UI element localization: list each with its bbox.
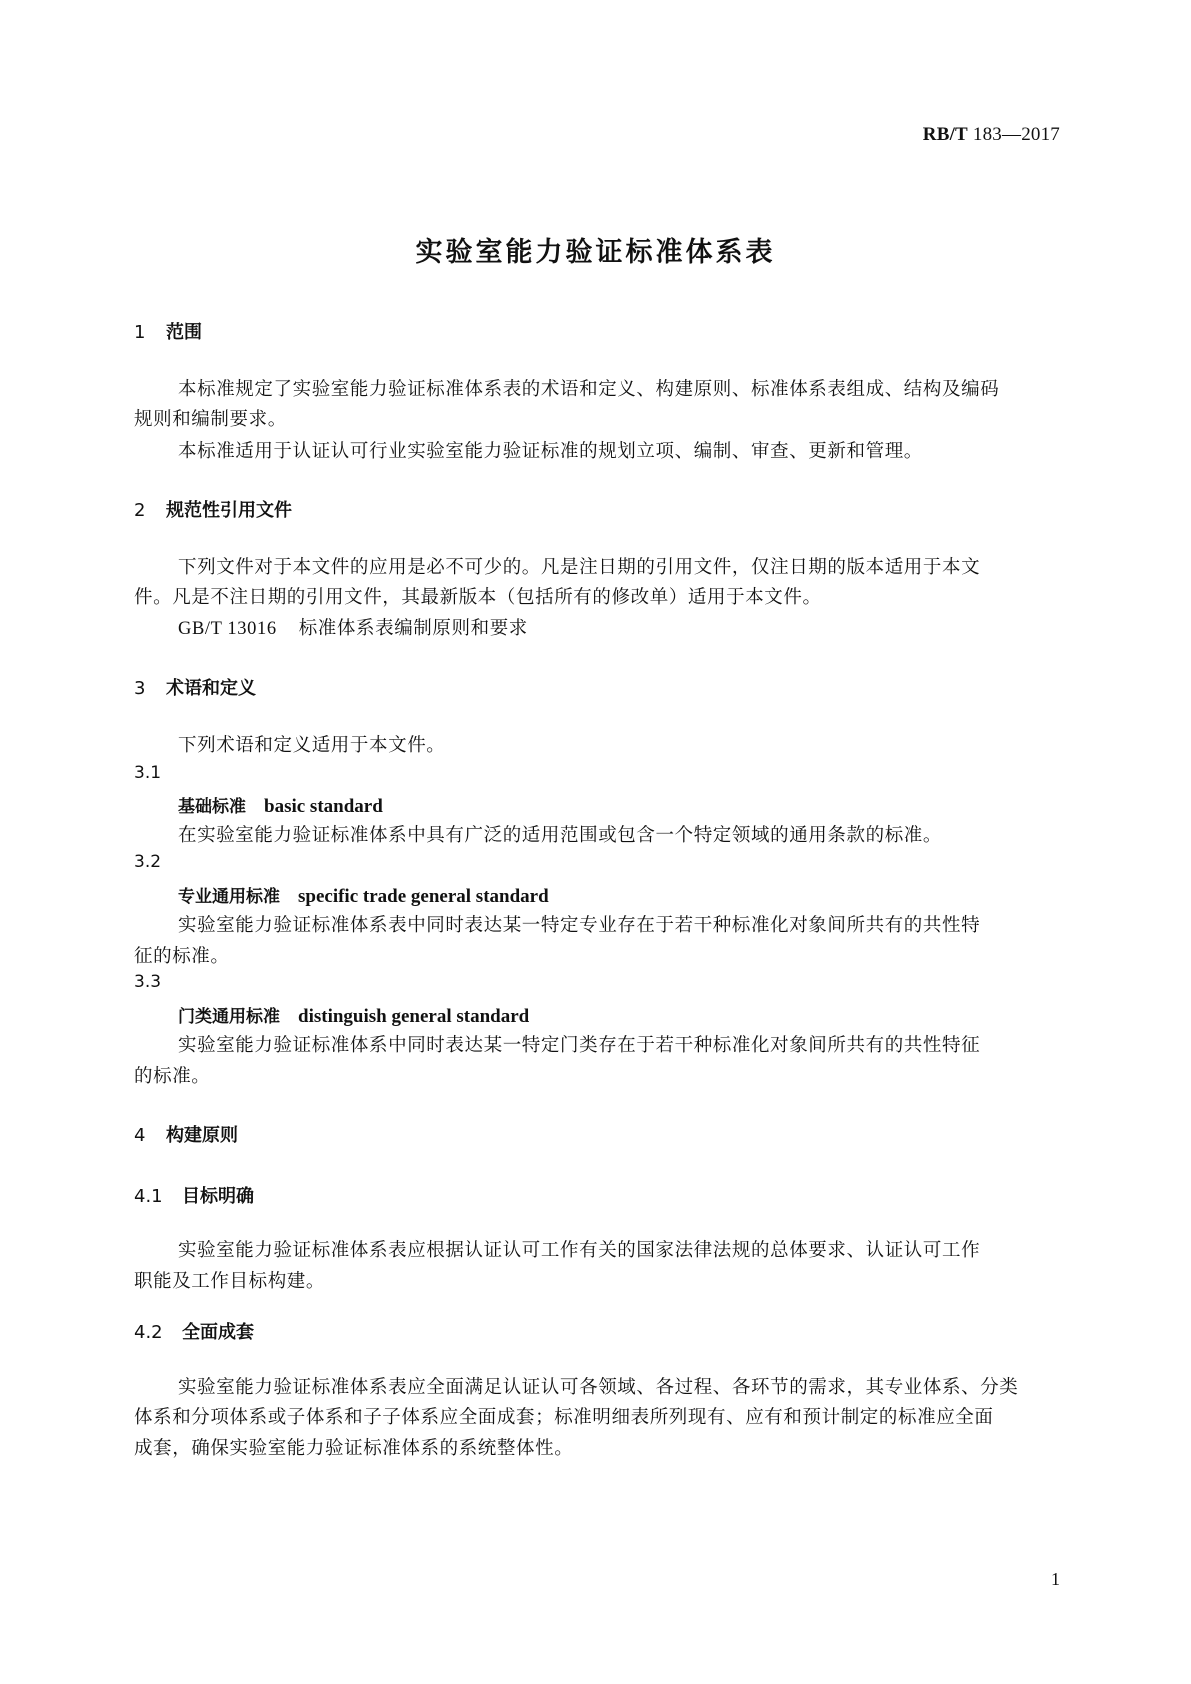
term-3-2 xyxy=(178,882,549,908)
section-2-paragraph-line-1: 下列文件对于本文件的应用是必不可少的。凡是注日期的引用文件，仅注日期的版本适用于本文 xyxy=(178,557,981,578)
reference-title: 标准体系表编制原则和要求 xyxy=(298,618,528,639)
section-4-2-line-2: 体系和分项体系或子体系和子子体系应全面成套；标准明细表所列现有、应有和预计制定的标准应全面 xyxy=(134,1407,994,1428)
section-2-number: 2 xyxy=(134,500,146,521)
term-3-1-english: basic standard xyxy=(264,796,383,817)
term-3-2-number: 3.2 xyxy=(134,852,162,872)
term-3-2-definition-line-1: 实验室能力验证标准体系表中同时表达某一特定专业存在于若干种标准化对象间所共有的共性特 xyxy=(178,915,981,936)
section-4-1-heading xyxy=(134,1182,254,1208)
section-1-number: 1 xyxy=(134,322,146,343)
section-2-paragraph-line-2: 件。凡是不注日期的引用文件，其最新版本（包括所有的修改单）适用于本文件。 xyxy=(134,587,822,608)
normative-reference xyxy=(178,614,528,640)
section-3-intro: 下列术语和定义适用于本文件。 xyxy=(178,735,446,756)
term-3-1-definition: 在实验室能力验证标准体系中具有广泛的适用范围或包含一个特定领域的通用条款的标准。 xyxy=(178,825,943,846)
term-3-3-number: 3.3 xyxy=(134,972,162,992)
term-3-3-chinese: 门类通用标准 xyxy=(178,1007,280,1027)
section-2-title: 规范性引用文件 xyxy=(166,500,292,521)
section-1-paragraph-1-line-1: 本标准规定了实验室能力验证标准体系表的术语和定义、构建原则、标准体系表组成、结构及编码 xyxy=(178,379,1000,400)
section-1-heading xyxy=(134,318,202,344)
section-3-number: 3 xyxy=(134,678,146,699)
section-4-heading xyxy=(134,1121,238,1147)
section-4-2-number: 4.2 xyxy=(134,1322,163,1343)
section-4-1-title: 目标明确 xyxy=(182,1186,254,1207)
term-3-1-chinese: 基础标准 xyxy=(178,797,246,817)
section-1-title: 范围 xyxy=(166,322,202,343)
section-2-heading xyxy=(134,496,292,522)
reference-code: GB/T 13016 xyxy=(178,619,277,639)
term-3-3-definition-line-2: 的标准。 xyxy=(134,1066,211,1087)
term-3-2-english: specific trade general standard xyxy=(298,886,549,907)
section-4-title: 构建原则 xyxy=(166,1125,238,1146)
section-4-1-number: 4.1 xyxy=(134,1186,163,1207)
section-4-2-line-3: 成套，确保实验室能力验证标准体系的系统整体性。 xyxy=(134,1438,574,1459)
section-4-2-heading xyxy=(134,1318,254,1344)
section-4-1-line-1: 实验室能力验证标准体系表应根据认证认可工作有关的国家法律法规的总体要求、认证认可工作 xyxy=(178,1240,981,1261)
term-3-2-definition-line-2: 征的标准。 xyxy=(134,946,230,967)
standard-code-number: 183—2017 xyxy=(972,124,1060,145)
term-3-3-english: distinguish general standard xyxy=(298,1006,530,1027)
document-title: 实验室能力验证标准体系表 xyxy=(415,237,776,268)
term-3-1-number: 3.1 xyxy=(134,763,162,783)
term-3-3-definition-line-1: 实验室能力验证标准体系中同时表达某一特定门类存在于若干种标准化对象间所共有的共性特征 xyxy=(178,1035,981,1056)
section-4-number: 4 xyxy=(134,1125,146,1146)
section-4-2-line-1: 实验室能力验证标准体系表应全面满足认证认可各领域、各过程、各环节的需求，其专业体系、分类 xyxy=(178,1377,1019,1398)
standard-code xyxy=(923,124,1060,146)
page-number: 1 xyxy=(1051,1569,1060,1589)
section-4-2-title: 全面成套 xyxy=(182,1322,254,1343)
term-3-3 xyxy=(178,1002,529,1028)
section-4-1-line-2: 职能及工作目标构建。 xyxy=(134,1271,326,1292)
section-1-paragraph-2: 本标准适用于认证认可行业实验室能力验证标准的规划立项、编制、审查、更新和管理。 xyxy=(178,441,923,462)
term-3-2-chinese: 专业通用标准 xyxy=(178,887,280,907)
section-3-title: 术语和定义 xyxy=(166,678,256,699)
standard-code-prefix: RB/T xyxy=(922,124,968,145)
section-1-paragraph-1-line-2: 规则和编制要求。 xyxy=(134,409,287,430)
section-3-heading xyxy=(134,674,256,700)
term-3-1 xyxy=(178,792,383,818)
